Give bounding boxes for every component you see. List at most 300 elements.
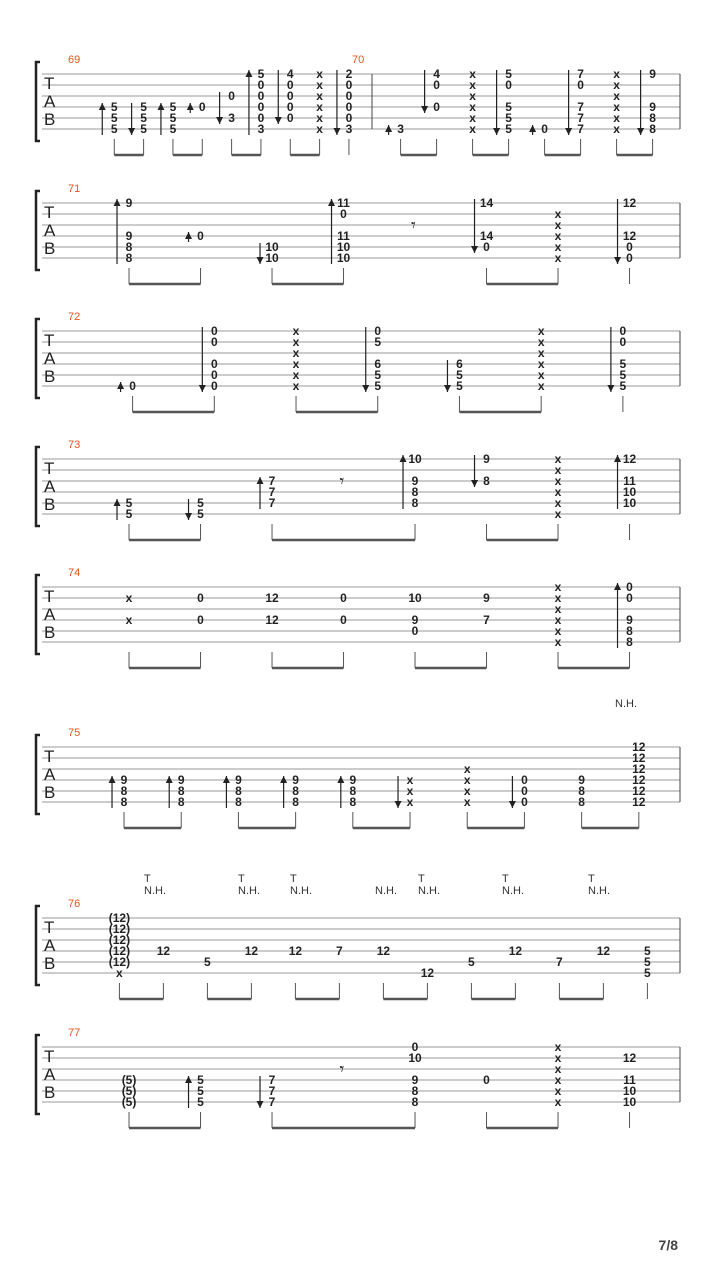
fret-number: 10 [265, 240, 279, 254]
fret-number: 0 [626, 251, 633, 265]
fret-number: 0 [210, 379, 218, 393]
fret-number: 0 [257, 89, 265, 103]
dead-note: x [316, 100, 323, 114]
dead-note: x [469, 100, 476, 114]
fret-number: 0 [345, 100, 353, 114]
dead-note: x [463, 795, 471, 809]
tab-clef-letter: B [44, 623, 56, 642]
dead-note: x [554, 624, 562, 638]
fret-number: 0 [411, 624, 419, 638]
fret-number: 9 [120, 773, 128, 787]
natural-harmonic-label: N.H. [502, 885, 524, 897]
fret-number: 0 [340, 591, 347, 605]
fret-number: 10 [265, 251, 279, 265]
dead-note: x [554, 218, 562, 232]
fret-number: 0 [483, 1073, 490, 1087]
fret-number: 12 [632, 773, 646, 787]
fret-number: 12 [265, 613, 279, 627]
fret-number: 10 [408, 452, 422, 466]
downstroke-arrowhead [199, 385, 206, 392]
dead-note: x [554, 452, 562, 466]
dead-note: x [463, 762, 471, 776]
fret-number: 5 [110, 111, 118, 125]
fret-number: 0 [210, 368, 218, 382]
fret-number: 8 [649, 111, 656, 125]
fret-number: 8 [177, 784, 185, 798]
fret-number: 9 [649, 67, 656, 81]
fret-number: 8 [349, 784, 357, 798]
fret-number: (5) [121, 1084, 137, 1098]
system-bracket [36, 906, 40, 985]
fret-number: 2 [345, 67, 353, 81]
downstroke-arrowhead [607, 385, 614, 392]
tab-clef-letter: A [44, 605, 56, 624]
fret-number: (5) [121, 1095, 137, 1109]
tab-clef-letter: B [44, 110, 56, 129]
fret-number: 7 [556, 955, 563, 969]
fret-number: 0 [433, 100, 440, 114]
fret-number: 0 [521, 784, 528, 798]
dead-note: x [613, 67, 620, 81]
fret-number: 11 [623, 474, 636, 488]
dead-note: x [316, 67, 323, 81]
fret-number: 9 [649, 100, 656, 114]
tab-clef-letter: B [44, 239, 56, 258]
fret-number: 5 [456, 379, 463, 393]
fret-number: 8 [349, 795, 357, 809]
fret-number: 7 [336, 944, 343, 958]
fret-number: 8 [120, 784, 128, 798]
fret-number: (12) [108, 922, 131, 936]
downstroke-arrowhead [509, 801, 516, 808]
tab-clef-letter: B [44, 367, 56, 386]
fret-number: 5 [505, 67, 512, 81]
dead-note: x [292, 379, 300, 393]
system-bracket [36, 735, 40, 814]
tab-clef-letter: B [44, 1083, 56, 1102]
tab-clef-letter: T [44, 203, 55, 222]
tab-clef-letter: T [44, 459, 55, 478]
fret-number: 0 [626, 240, 633, 254]
tab-clef-letter: A [44, 936, 56, 955]
downstroke-arrowhead [637, 128, 644, 135]
natural-harmonic-label: N.H. [238, 885, 260, 897]
fret-number: 5 [374, 379, 382, 393]
fret-number: 7 [577, 100, 584, 114]
downstroke-arrowhead [275, 117, 282, 124]
fret-number: 12 [596, 944, 611, 958]
fret-number: 7 [577, 122, 584, 136]
downstroke-arrowhead [333, 128, 340, 135]
fret-number: 9 [411, 474, 419, 488]
fret-number: 0 [340, 207, 347, 221]
fret-number: 14 [479, 196, 494, 210]
fret-number: 4 [433, 67, 440, 81]
fret-number: 0 [340, 613, 347, 627]
fret-number: 12 [265, 591, 279, 605]
dead-note: x [537, 346, 545, 360]
fret-number: (12) [108, 955, 131, 969]
fret-number: 10 [408, 1051, 422, 1065]
tab-clef-letter: T [44, 918, 55, 937]
downstroke-arrowhead [128, 128, 135, 135]
fret-number: 0 [257, 100, 265, 114]
fret-number: 5 [169, 100, 177, 114]
system-bracket [36, 191, 40, 270]
dead-note: x [613, 100, 620, 114]
fret-number: 5 [644, 955, 651, 969]
dead-note: x [554, 229, 562, 243]
fret-number: 9 [578, 773, 585, 787]
fret-number: 0 [129, 379, 136, 393]
page-number: 7/8 [658, 1237, 678, 1253]
tab-clef-letter: T [44, 1047, 55, 1066]
dead-note: x [125, 613, 133, 627]
dead-note: x [554, 463, 562, 477]
fret-number: 12 [244, 944, 259, 958]
tab-clef-letter: A [44, 765, 56, 784]
downstroke-arrowhead [565, 128, 572, 135]
fret-number: 12 [622, 1051, 637, 1065]
fret-number: 7 [268, 474, 276, 488]
tab-clef-letter: T [44, 747, 55, 766]
dead-note: x [554, 1084, 562, 1098]
fret-number: 5 [140, 100, 147, 114]
tab-clef-letter: A [44, 92, 56, 111]
fret-number: 0 [345, 89, 353, 103]
fret-number: 5 [468, 955, 475, 969]
dead-note: x [554, 613, 562, 627]
tab-clef-letter: T [44, 587, 55, 606]
fret-number: 7 [268, 1095, 276, 1109]
bar-number: 76 [68, 898, 81, 910]
fret-number: 3 [257, 122, 265, 136]
bar-number: 73 [68, 439, 81, 451]
dead-note: x [469, 89, 476, 103]
fret-number: 12 [420, 966, 435, 980]
dead-note: x [292, 324, 300, 338]
fret-number: 5 [197, 1095, 204, 1109]
fret-number: 5 [374, 335, 382, 349]
fret-number: 12 [508, 944, 523, 958]
dead-note: x [292, 368, 300, 382]
natural-harmonic-label: N.H. [615, 698, 637, 710]
downstroke-arrowhead [444, 385, 451, 392]
fret-number: 3 [228, 111, 235, 125]
dead-note: x [469, 78, 476, 92]
fret-number: 10 [622, 485, 637, 499]
bar-number: 77 [68, 1027, 81, 1039]
bar-number: 74 [68, 567, 81, 579]
fret-number: 0 [257, 111, 265, 125]
system-bracket [36, 62, 40, 141]
fret-number: 0 [626, 591, 633, 605]
downstroke-arrowhead [362, 385, 369, 392]
fret-number: 10 [336, 240, 351, 254]
fret-number: 8 [292, 795, 299, 809]
fret-number: 5 [505, 111, 512, 125]
dead-note: x [554, 1040, 562, 1054]
dead-note: x [469, 67, 476, 81]
fret-number: 5 [169, 111, 177, 125]
fret-number: 7 [483, 613, 490, 627]
downstroke-arrowhead [421, 106, 428, 113]
tap-marker: T [502, 873, 509, 885]
downstroke-arrowhead [471, 246, 478, 253]
fret-number: 12 [288, 944, 303, 958]
fret-number: 9 [483, 452, 490, 466]
fret-number: 5 [374, 368, 382, 382]
dead-note: x [613, 89, 620, 103]
fret-number: 7 [268, 485, 276, 499]
fret-number: 5 [110, 122, 118, 136]
bar-number: 70 [352, 54, 365, 66]
fret-number: 8 [235, 795, 242, 809]
fret-number: 0 [626, 580, 633, 594]
natural-harmonic-label: N.H. [418, 885, 440, 897]
fret-number: 0 [228, 89, 235, 103]
fret-number: 8 [649, 122, 656, 136]
dead-note: x [292, 357, 300, 371]
fret-number: 0 [411, 1040, 419, 1054]
dead-note: x [613, 111, 620, 125]
dead-note: x [537, 324, 545, 338]
natural-harmonic-label: N.H. [290, 885, 312, 897]
fret-number: 11 [337, 196, 350, 210]
fret-number: 12 [156, 944, 171, 958]
bar-number: 72 [68, 311, 81, 323]
fret-number: 8 [411, 485, 419, 499]
system-bracket [36, 1035, 40, 1114]
fret-number: 5 [197, 496, 204, 510]
fret-number: 9 [292, 773, 299, 787]
fret-number: 12 [632, 740, 646, 754]
fret-number: 7 [577, 67, 584, 81]
tab-clef-letter: B [44, 783, 56, 802]
fret-number: 0 [198, 100, 206, 114]
dead-note: x [554, 507, 562, 521]
bar-number: 75 [68, 727, 81, 739]
fret-number: 9 [125, 196, 133, 210]
fret-number: 0 [521, 795, 528, 809]
fret-number: 10 [336, 251, 351, 265]
fret-number: 4 [286, 67, 294, 81]
fret-number: 9 [235, 773, 242, 787]
fret-number: 8 [120, 795, 128, 809]
downstroke-arrowhead [185, 513, 192, 520]
bar-number: 71 [68, 183, 81, 195]
fret-number: 12 [376, 944, 391, 958]
dead-note: x [316, 78, 323, 92]
tap-marker: T [588, 873, 595, 885]
downstroke-arrowhead [471, 480, 478, 487]
fret-number: 11 [623, 1073, 636, 1087]
downstroke-arrowhead [614, 257, 621, 264]
dead-note: x [554, 1062, 562, 1076]
fret-number: 10 [622, 496, 637, 510]
fret-number: 8 [483, 474, 490, 488]
fret-number: 10 [622, 1084, 637, 1098]
fret-number: 3 [397, 122, 404, 136]
fret-number: 0 [374, 324, 382, 338]
fret-number: 5 [125, 496, 133, 510]
fret-number: (12) [108, 933, 131, 947]
dead-note: x [537, 379, 545, 393]
dead-note: x [554, 485, 562, 499]
fret-number: 12 [632, 762, 646, 776]
fret-number: 8 [411, 1095, 419, 1109]
natural-harmonic-label: N.H. [588, 885, 610, 897]
tab-clef-letter: A [44, 221, 56, 240]
tab-clef-letter: A [44, 349, 56, 368]
fret-number: 5 [619, 368, 627, 382]
fret-number: 5 [619, 357, 627, 371]
fret-number: 5 [125, 507, 133, 521]
fret-number: 5 [140, 111, 147, 125]
fret-number: 0 [286, 111, 294, 125]
fret-number: 8 [125, 251, 133, 265]
dead-note: x [316, 89, 323, 103]
system-bracket [36, 447, 40, 526]
tab-clef-letter: T [44, 331, 55, 350]
fret-number: 7 [268, 496, 276, 510]
dead-note: x [554, 251, 562, 265]
fret-number: 0 [197, 613, 204, 627]
fret-number: 0 [197, 229, 204, 243]
fret-number: 7 [268, 1073, 276, 1087]
tap-marker: T [290, 873, 297, 885]
fret-number: 9 [411, 1073, 419, 1087]
dead-note: x [613, 78, 620, 92]
fret-number: 14 [479, 229, 494, 243]
natural-harmonic-label: N.H. [144, 885, 166, 897]
dead-note: x [537, 335, 545, 349]
fret-number: 5 [204, 955, 211, 969]
downstroke-arrowhead [493, 128, 500, 135]
fret-number: 0 [433, 78, 440, 92]
fret-number: 5 [110, 100, 118, 114]
fret-number: 9 [626, 613, 633, 627]
dead-note: x [554, 1051, 562, 1065]
fret-number: 3 [345, 122, 353, 136]
dead-note: x [463, 773, 471, 787]
fret-number: 12 [632, 751, 646, 765]
tab-clef-letter: B [44, 495, 56, 514]
tab-clef-letter: A [44, 477, 56, 496]
fret-number: 6 [374, 357, 382, 371]
eighth-rest: 𝄾 [339, 471, 345, 492]
dead-note: x [554, 474, 562, 488]
eighth-rest: 𝄾 [411, 215, 416, 236]
dead-note: x [554, 635, 562, 649]
downstroke-arrowhead [216, 117, 223, 124]
eighth-rest: 𝄾 [339, 1059, 345, 1080]
fret-number: 10 [622, 1095, 637, 1109]
fret-number: 5 [505, 122, 512, 136]
downstroke-arrowhead [395, 801, 402, 808]
fret-number: 5 [140, 122, 147, 136]
fret-number: 0 [257, 78, 265, 92]
fret-number: 5 [644, 966, 651, 980]
fret-number: 7 [577, 111, 584, 125]
fret-number: 0 [619, 335, 627, 349]
dead-note: x [406, 773, 414, 787]
dead-note: x [316, 122, 323, 136]
dead-note: x [554, 591, 562, 605]
fret-number: 8 [578, 784, 585, 798]
fret-number: 8 [578, 795, 585, 809]
fret-number: 0 [577, 78, 584, 92]
fret-number: 0 [345, 111, 353, 125]
fret-number: 12 [622, 452, 637, 466]
fret-number: 0 [210, 335, 218, 349]
dead-note: x [554, 240, 562, 254]
fret-number: 9 [349, 773, 357, 787]
tab-clef-letter: T [44, 74, 55, 93]
fret-number: 5 [197, 507, 204, 521]
fret-number: 0 [483, 240, 490, 254]
fret-number: 0 [619, 324, 627, 338]
natural-harmonic-label: N.H. [375, 885, 397, 897]
tap-marker: T [418, 873, 425, 885]
fret-number: 8 [411, 496, 419, 510]
dead-note: x [406, 784, 414, 798]
fret-number: (12) [108, 911, 131, 925]
fret-number: 8 [411, 1084, 419, 1098]
dead-note: x [613, 122, 620, 136]
fret-number: 8 [626, 635, 633, 649]
dead-note: x [554, 580, 562, 594]
dead-note: x [554, 207, 562, 221]
fret-number: 5 [197, 1084, 204, 1098]
fret-number: (5) [121, 1073, 137, 1087]
fret-number: 9 [177, 773, 185, 787]
dead-note: x [554, 602, 562, 616]
fret-number: 0 [521, 773, 528, 787]
dead-note: x [554, 496, 562, 510]
bar-number: 69 [68, 54, 81, 66]
fret-number: 8 [235, 784, 242, 798]
downstroke-arrowhead [257, 257, 264, 264]
fret-number: 7 [268, 1084, 276, 1098]
fret-number: 5 [197, 1073, 204, 1087]
fret-number: (12) [108, 944, 131, 958]
fret-number: 0 [210, 357, 218, 371]
fret-number: 0 [345, 78, 353, 92]
fret-number: 0 [210, 324, 218, 338]
fret-number: 5 [505, 100, 512, 114]
tap-marker: T [238, 873, 245, 885]
fret-number: 10 [408, 591, 422, 605]
fret-number: 11 [337, 229, 350, 243]
dead-note: x [469, 111, 476, 125]
fret-number: 0 [197, 591, 204, 605]
fret-number: 8 [292, 784, 299, 798]
dead-note: x [469, 122, 476, 136]
tab-clef-letter: A [44, 1065, 56, 1084]
fret-number: 12 [622, 196, 637, 210]
dead-note: x [537, 357, 545, 371]
fret-number: 0 [286, 100, 294, 114]
fret-number: 5 [644, 944, 651, 958]
fret-number: 5 [257, 67, 265, 81]
fret-number: 9 [125, 229, 133, 243]
dead-note: x [537, 368, 545, 382]
dead-note: x [292, 335, 300, 349]
downstroke-arrowhead [257, 1101, 264, 1108]
fret-number: 5 [456, 368, 463, 382]
fret-number: 0 [541, 122, 548, 136]
